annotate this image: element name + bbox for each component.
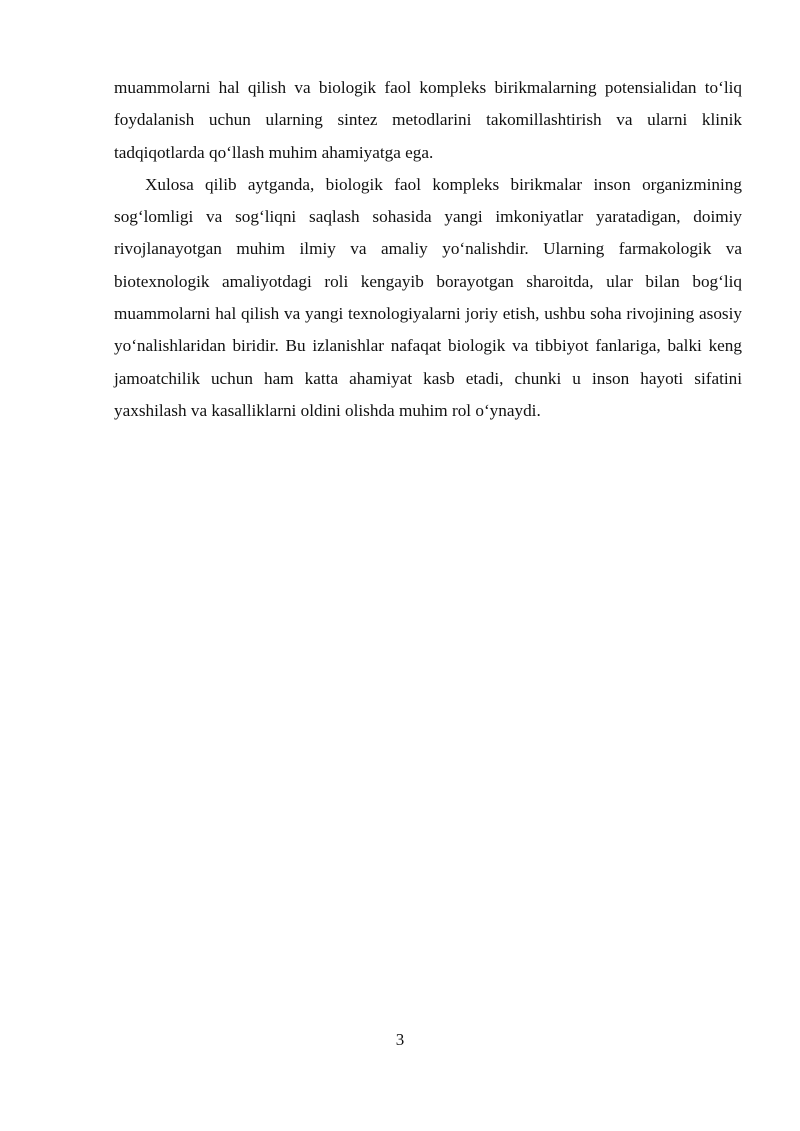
page-number: 3 [395,1030,405,1049]
paragraph-continuation: muammolarni hal qilish va biologik faol kompleks birikmalarning potensialidan to‘liq foydalanish uchun ularning sintez metodlarini takomillashtirish va ularni klinik tadqiqotlarda qo‘llash muhim ahamiyatga ega. [114,78,742,162]
paragraph-conclusion: Xulosa qilib aytganda, biologik faol kompleks birikmalar inson organizmining sog‘lomligi va sog‘liqni saqlash sohasida yangi imkoniyatlar yaratadigan, doimiy rivojlanayotgan muhim ilmiy va amaliy yo‘nalishdir. Ularning farmakologik va biotexnologik amaliyotdagi roli kengayib borayotgan sharoitda, ular bilan bog‘liq muammolarni hal qilish va yangi texnologiyalarni joriy etish, ushbu soha rivojining asosiy yo‘nalishlaridan biridir. Bu izlanishlar nafaqat biologik va tibbiyot fanlariga, balki keng jamoatchilik uchun ham katta ahamiyat kasb etadi, chunki u inson hayoti sifatini yaxshilash va kasalliklarni oldini olishda muhim rol o‘ynaydi. [114,174,742,420]
body-text [114,72,742,427]
